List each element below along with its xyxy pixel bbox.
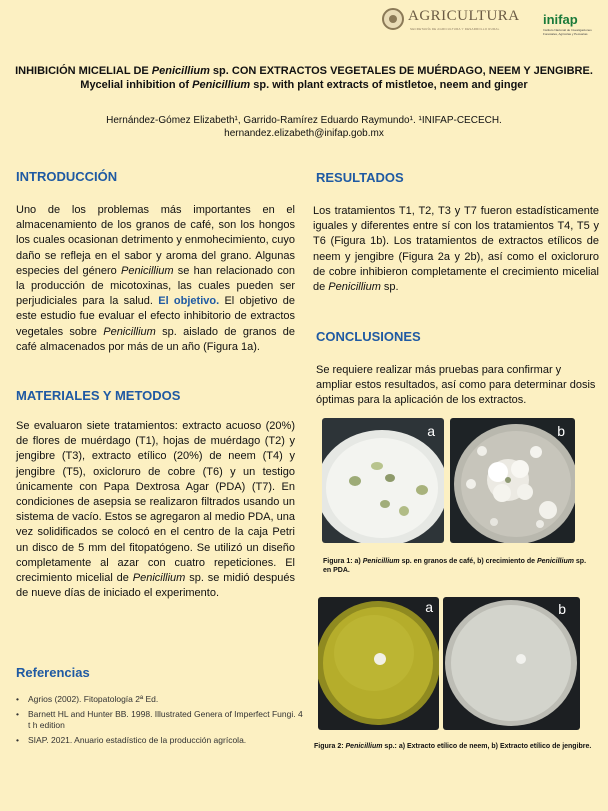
poster-title — [0, 64, 608, 92]
figure-1b-label: b — [557, 423, 565, 439]
objective-highlight: El objetivo. — [158, 295, 220, 308]
figure-1-caption: Figura 1: a) Penicillium sp. en granos de café, b) crecimiento de Penicillium sp. en PDA. — [323, 558, 587, 574]
resultados-text: Los tratamientos T1, T2, T3 y T7 fueron estadísticamente iguales y diferentes entre sí con los tratamientos T4, T5 y T6 (Figura 1b). Los tratamientos de extractos etílicos de neem y jengibre (Figura 2a y 2b), así como el oxicloruro de cobre inhibieron completamente el crecimiento micelial de Penicillium sp. — [313, 205, 599, 294]
institute-name: inifap — [543, 12, 578, 27]
reference-item: • Barnett HL and Hunter BB. 1998. Illustrated Genera of Imperfect Fungi. 4 t h edition — [16, 709, 306, 731]
conclusiones-text: Se requiere realizar más pruebas para confirmar y ampliar estos resultados, así como para determinar dosis óptimas para la aplicación de los extractos. — [316, 364, 596, 407]
agency-name: AGRICULTURA — [408, 8, 520, 24]
introduccion-text: Uno de los problemas más importantes en el almacenamiento de los granos de café, son los hongos los cuales ocasionan detrimento y enmohecimiento, cuyo daño se refleja en el sabor y aroma del grano. Algunas especies del género Penicillium se han relacionado con la producción de micotoxinas, las cuales pueden ser perjudiciales para la salud. El objetivo. El objetivo de este estudio fue evaluar el efecto inhibitorio de extractos vegetales sobre Penicillium sp. aislado de granos de café almacenados por más de un año (Figura 1a). — [16, 204, 296, 353]
figure-2a-label: a — [425, 599, 433, 615]
references-list — [16, 694, 306, 750]
petri-dish-neem-extract-image — [318, 597, 439, 730]
figure-2b-photo — [443, 597, 580, 730]
resultados-heading: RESULTADOS — [316, 170, 404, 185]
title-english: Mycelial inhibition of Penicillium sp. with plant extracts of mistletoe, neem and ginger — [80, 79, 528, 91]
introduccion-heading: INTRODUCCIÓN — [16, 169, 118, 184]
authors — [0, 114, 608, 140]
petri-dish-coffee-beans-image — [322, 418, 444, 543]
materiales-text: Se evaluaron siete tratamientos: extracto acuoso (20%) de flores de muérdago (T1), hojas de muérdago (T2) y jengibre (T3), extracto etílico (20%) de neem (T4) y jengibre (T5), oxicloruro de cobre (T6) y un testigo únicamente con Papa Dextrosa Agar (PDA) (T7). En condiciones de asepsia se realizaron filtrados usando un sistema de vacío. Estos se agregaron al medio PDA, una vez solidificados se colocó en el centro de la caja Petri un disco de 5 mm del fitopatógeno. Se utilizó un diseño completamente al azar con cuatro repeticiones. El crecimiento micelial de Penicillium sp. se midió después de nueve días de iniciado el experimento. — [16, 420, 295, 600]
conclusiones-heading: CONCLUSIONES — [316, 329, 421, 344]
agency-subtitle: SECRETARÍA DE AGRICULTURA Y DESARROLLO RURAL — [410, 27, 500, 31]
figure-1a-label: a — [427, 423, 435, 439]
figure-1b-photo — [450, 418, 575, 543]
reference-item: • Agrios (2002). Fitopatología 2ª Ed. — [16, 694, 306, 705]
referencias-heading: Referencias — [16, 665, 90, 680]
reference-item: • SIAP. 2021. Anuario estadístico de la producción agrícola. — [16, 735, 306, 746]
agriculture-emblem-icon — [382, 8, 404, 30]
figure-1a-photo — [322, 418, 444, 543]
figure-2b-label: b — [558, 601, 566, 617]
author-names: Hernández-Gómez Elizabeth¹, Garrido-Ramírez Eduardo Raymundo¹. ¹INIFAP-CECECH. — [106, 115, 502, 126]
author-email: hernandez.elizabeth@inifap.gob.mx — [224, 128, 384, 139]
figure-2-caption: Figura 2: Penicillium sp.: a) Extracto etílico de neem, b) Extracto etílico de jengibre. — [314, 743, 592, 750]
figure-2a-photo — [318, 597, 439, 730]
title-spanish: INHIBICIÓN MICELIAL DE Penicillium sp. CON EXTRACTOS VEGETALES DE MUÉRDAGO, NEEM Y JENGIBRE. — [15, 65, 593, 77]
institute-subtitle: Instituto Nacional de Investigaciones Forestales, Agrícolas y Pecuarias — [543, 28, 592, 36]
materiales-heading: MATERIALES Y METODOS — [16, 388, 181, 403]
header-logos — [0, 6, 608, 36]
